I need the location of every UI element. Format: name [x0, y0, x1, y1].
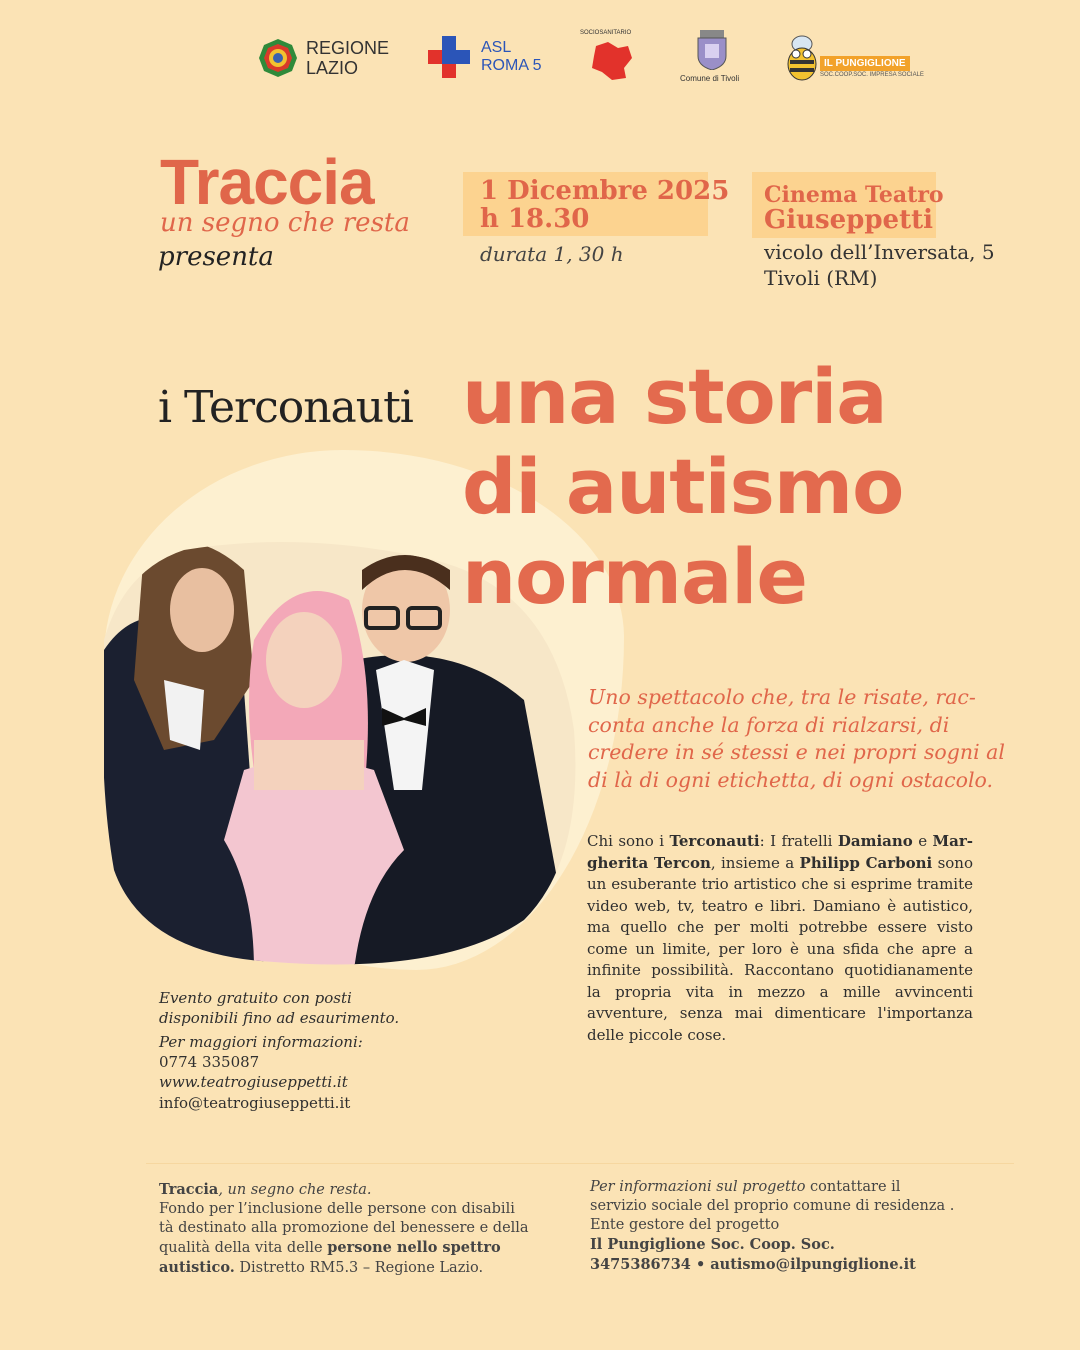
comune-label: Comune di Tivoli — [680, 74, 740, 83]
show-title-line3: normale — [462, 532, 807, 621]
regione-label-1: REGIONE — [306, 38, 390, 58]
tagline-line: credere in sé stessi e nei propri sogni al — [588, 740, 1005, 764]
venue-line2: Giuseppetti — [764, 205, 933, 235]
comune-tivoli-logo — [680, 30, 746, 88]
company-name: i Terconauti — [158, 382, 413, 433]
distretto-logo — [578, 30, 642, 84]
footer-divider — [146, 1163, 1014, 1164]
distretto-label: SOCIOSANITARIO — [580, 30, 632, 36]
tagline — [588, 684, 1008, 794]
show-title-line2: di autismo — [462, 442, 904, 531]
bio-text: Chi sono i Terconauti: I fratelli Damiano e Mar-gherita Tercon, insieme a Philipp Carboni sono un esuberante trio artistico che si esprime tramite video web, tv, teatro e libri. Damiano è autistico, ma quello che per molti potrebbe essere visto come un limite, per loro è una sfida che apre a infinite possibilità. Raccontano quotidianamente la propria vita in mezzo a mille avvincenti avventure, senza mai dimenticare l'importanza delle piccole cose. — [587, 832, 973, 1044]
free-event-line1: Evento gratuito con posti — [159, 989, 352, 1007]
footer-left: Traccia, un segno che resta. Fondo per l’inclusione delle persone con disabili tà destinato alla promozione del benessere e della qualità della vita delle persone nello spettro autistico. Distretto RM5.3 – Regione Lazio. — [159, 1181, 529, 1276]
tagline-line: conta anche la forza di rialzarsi, di — [588, 712, 950, 737]
venue-line1: Cinema Teatro — [764, 182, 944, 208]
event-date: 1 Dicembre 2025 — [480, 176, 730, 206]
asl-label-1: ASL — [481, 39, 512, 56]
pungiglione-sub: SOC.COOP.SOC. IMPRESA SOCIALE — [820, 72, 924, 78]
regione-label-2: LAZIO — [306, 58, 359, 78]
bio-bold: Damiano — [837, 832, 913, 850]
bio-bold: Philipp Carboni — [799, 853, 933, 872]
info-phone: 0774 335087 — [159, 1053, 260, 1071]
traccia-subtitle: un segno che resta — [160, 208, 410, 238]
asl-label-2: ROMA 5 — [481, 57, 542, 74]
tagline-line: di là di ogni etichetta, di ogni ostacolo. — [588, 767, 994, 792]
regione-lazio-logo — [258, 38, 398, 80]
presenta-label: presenta — [158, 242, 274, 272]
bio-bold: Terconauti — [669, 832, 760, 850]
pungiglione-logo — [780, 32, 924, 82]
more-info-label: Per maggiori informazioni: — [159, 1033, 363, 1051]
coat-of-arms-icon — [694, 30, 730, 70]
info-email-link[interactable]: info@teatrogiuseppetti.it — [159, 1094, 351, 1112]
footer-contact-link[interactable]: 3475386734 • autismo@ilpungiglione.it — [590, 1256, 916, 1273]
free-event-line2: disponibili fino ad esaurimento. — [159, 1009, 400, 1027]
regione-lazio-emblem-icon — [258, 38, 298, 78]
traccia-title: Traccia — [160, 146, 374, 218]
venue-address-2: Tivoli (RM) — [764, 266, 878, 290]
tagline-line: Uno spettacolo che, tra le risate, rac- — [588, 685, 976, 709]
pungiglione-label: IL PUNGIGLIONE — [820, 56, 910, 71]
asl-logo — [428, 36, 548, 78]
footer-right: Per informazioni sul progetto contattare il servizio sociale del proprio comune di residenza . Ente gestore del progetto Il Pungiglione Soc. Coop. Soc. 3475386734 • autismo@ilpungiglione.it — [590, 1179, 955, 1273]
bio-bold: Mar-gherita Tercon — [587, 832, 973, 872]
district-map-icon — [588, 38, 634, 82]
medical-cross-icon — [428, 36, 470, 78]
show-title-line1: una storia — [462, 352, 887, 441]
event-duration: durata 1, 30 h — [480, 242, 624, 266]
event-time: h 18.30 — [480, 204, 590, 234]
info-website-link[interactable]: www.teatrogiuseppetti.it — [159, 1073, 348, 1091]
venue-address-1: vicolo dell’Inversata, 5 — [764, 240, 995, 264]
